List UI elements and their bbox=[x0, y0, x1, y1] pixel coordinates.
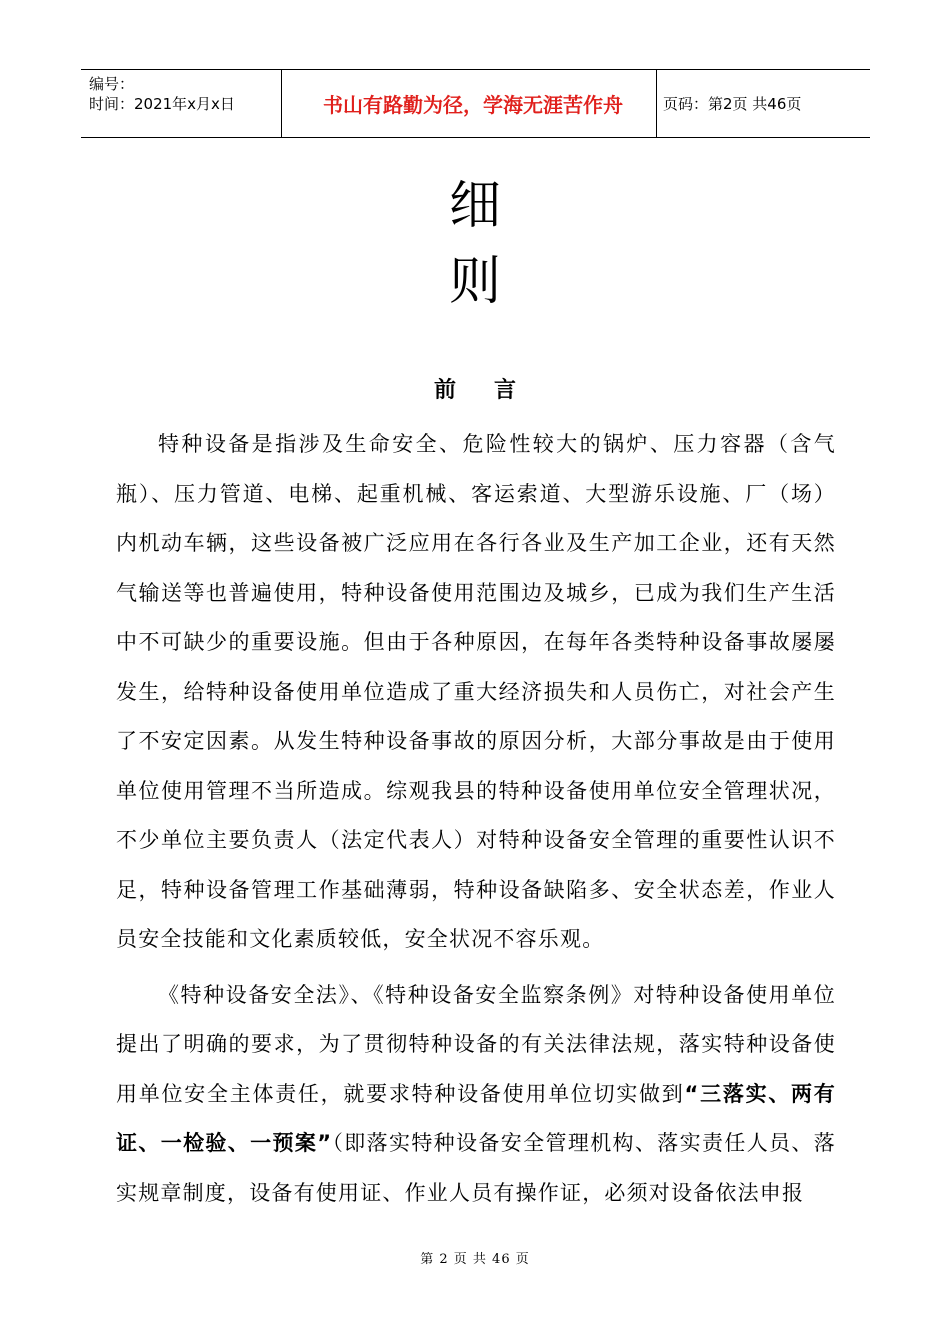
paragraph-2-text-start: 《特种设备安全法》、《特种设备安全监察条例》对特种设备使用单位提出了明确的要求，为了贯彻特种设备的有关法律法规，落实特种设备使用单位安全主体责任，就要求特种设备使用单位切实做到 bbox=[116, 982, 836, 1106]
document-title-line-2: 则 bbox=[448, 252, 501, 312]
header-motto-cell bbox=[282, 70, 657, 137]
page-code-label: 页码：第2页 共46页 bbox=[663, 95, 802, 113]
date-label: 时间：2021年x月x日 bbox=[89, 95, 235, 113]
document-header bbox=[81, 69, 870, 138]
motto-text: 书山有路勤为径，学海无涯苦作舟 bbox=[323, 93, 623, 117]
section-heading-preface: 前言 bbox=[433, 378, 554, 403]
page-footer: 第 2 页 共 46 页 bbox=[420, 1252, 530, 1267]
header-page-cell bbox=[657, 70, 870, 137]
document-body bbox=[116, 420, 836, 1218]
serial-number-label: 编号： bbox=[89, 75, 135, 93]
paragraph-1: 特种设备是指涉及生命安全、危险性较大的锅炉、压力容器（含气瓶）、压力管道、电梯、起重机械、客运索道、大型游乐设施、厂（场）内机动车辆，这些设备被广泛应用在各行各业及生产加工企业，还有天然气输送等也普遍使用，特种设备使用范围边及城乡，已成为我们生产生活中不可缺少的重要设施。但由于各种原因，在每年各类特种设备事故屡屡发生，给特种设备使用单位造成了重大经济损失和人员伤亡，对社会产生了不安定因素。从发生特种设备事故的原因分析，大部分事故是由于使用单位使用管理不当所造成。综观我县的特种设备使用单位安全管理状况，不少单位主要负责人（法定代表人）对特种设备安全管理的重要性认识不足，特种设备管理工作基础薄弱，特种设备缺陷多、安全状态差，作业人员安全技能和文化素质较低，安全状况不容乐观。 bbox=[116, 432, 836, 951]
header-meta-cell bbox=[81, 70, 282, 137]
document-title-line-1: 细 bbox=[448, 176, 501, 236]
paragraph-2-bold-phrase: “三落实、两有证、一检验、一预案” bbox=[116, 1081, 836, 1155]
paragraph-2-text-end: （即落实特种设备安全管理机构、落实责任人员、落实规章制度，设备有使用证、作业人员有操作证，必须对设备依法申报 bbox=[116, 1131, 836, 1205]
paragraph-2 bbox=[116, 971, 836, 1219]
